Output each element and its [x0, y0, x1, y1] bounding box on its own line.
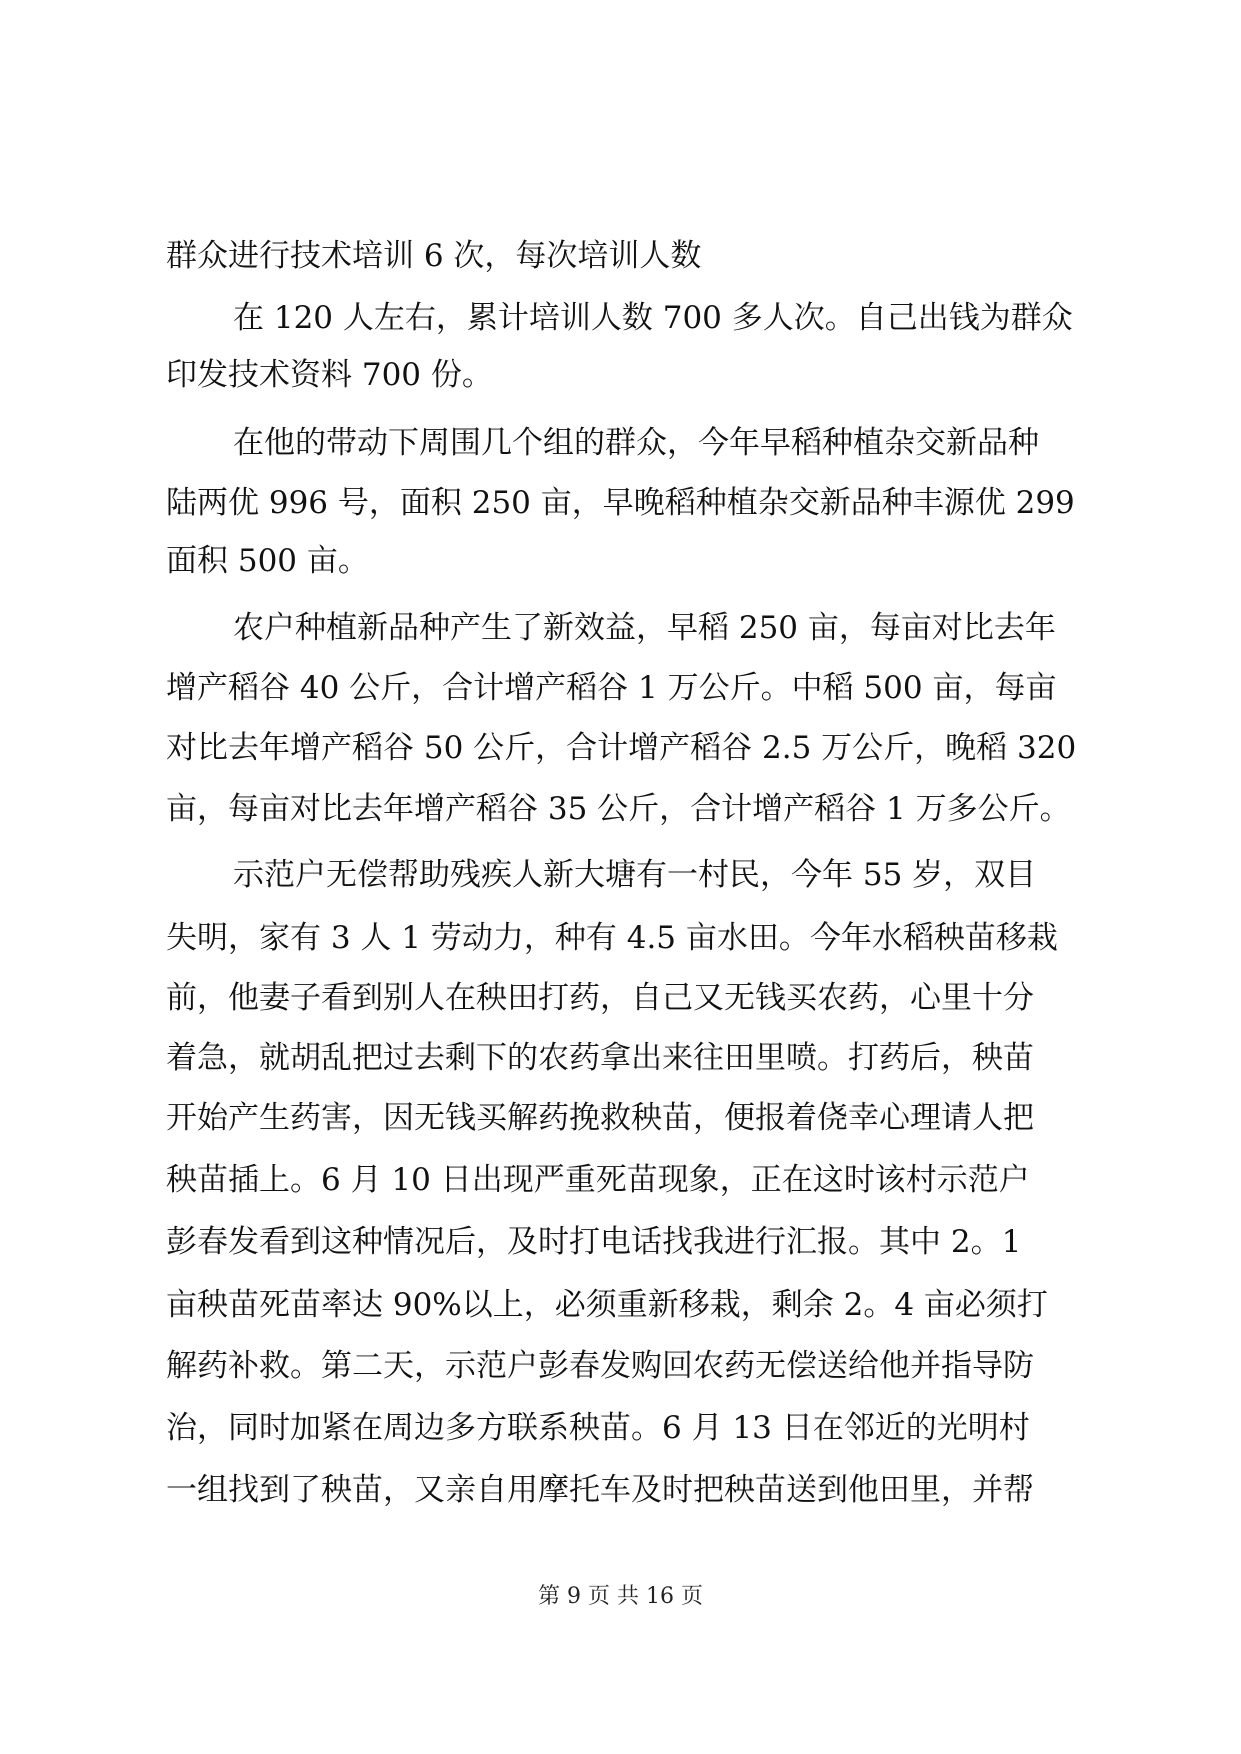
body-text-line: 彭春发看到这种情况后，及时打电话找我进行汇报。其中 2。1 — [166, 1224, 1022, 1260]
body-text-line: 示范户无偿帮助残疾人新大塘有一村民，今年 55 岁，双目 — [233, 857, 1037, 893]
page-number-footer: 第 9 页 共 16 页 — [538, 1584, 703, 1609]
body-text-line: 治，同时加紧在周边多方联系秧苗。6 月 13 日在邻近的光明村 — [166, 1410, 1030, 1446]
body-text-line: 增产稻谷 40 公斤，合计增产稻谷 1 万公斤。中稻 500 亩，每亩 — [166, 670, 1057, 706]
body-text-line: 解药补救。第二天，示范户彭春发购回农药无偿送给他并指导防 — [166, 1348, 1034, 1384]
body-text-line: 印发技术资料 700 份。 — [166, 357, 493, 393]
body-text-line: 开始产生药害，因无钱买解药挽救秧苗，便报着侥幸心理请人把 — [166, 1100, 1034, 1136]
body-text-line: 农户种植新品种产生了新效益，早稻 250 亩，每亩对比去年 — [233, 610, 1056, 646]
body-text-line: 秧苗插上。6 月 10 日出现严重死苗现象，正在这时该村示范户 — [166, 1162, 1030, 1198]
body-text-line: 前，他妻子看到别人在秧田打药，自己又无钱买农药，心里十分 — [166, 980, 1034, 1016]
body-text-line: 面积 500 亩。 — [166, 543, 369, 579]
body-text-line: 一组找到了秧苗，又亲自用摩托车及时把秧苗送到他田里，并帮 — [166, 1472, 1034, 1508]
body-text-line: 亩秧苗死苗率达 90%以上，必须重新移栽，剩余 2。4 亩必须打 — [166, 1287, 1048, 1323]
body-text-line: 着急，就胡乱把过去剩下的农药拿出来往田里喷。打药后，秧苗 — [166, 1040, 1034, 1076]
body-text-line: 群众进行技术培训 6 次，每次培训人数 — [166, 238, 702, 274]
body-text-line: 失明，家有 3 人 1 劳动力，种有 4.5 亩水田。今年水稻秧苗移栽 — [166, 920, 1058, 956]
body-text-line: 亩，每亩对比去年增产稻谷 35 公斤，合计增产稻谷 1 万多公斤。 — [166, 791, 1071, 827]
body-text-line: 在 120 人左右，累计培训人数 700 多人次。自己出钱为群众 — [233, 300, 1073, 336]
body-text-line: 陆两优 996 号，面积 250 亩，早晚稻种植杂交新品种丰源优 299 — [166, 485, 1075, 521]
body-text-line: 在他的带动下周围几个组的群众，今年早稻种植杂交新品种 — [233, 425, 1039, 461]
body-text-line: 对比去年增产稻谷 50 公斤，合计增产稻谷 2.5 万公斤，晚稻 320 — [166, 730, 1077, 766]
